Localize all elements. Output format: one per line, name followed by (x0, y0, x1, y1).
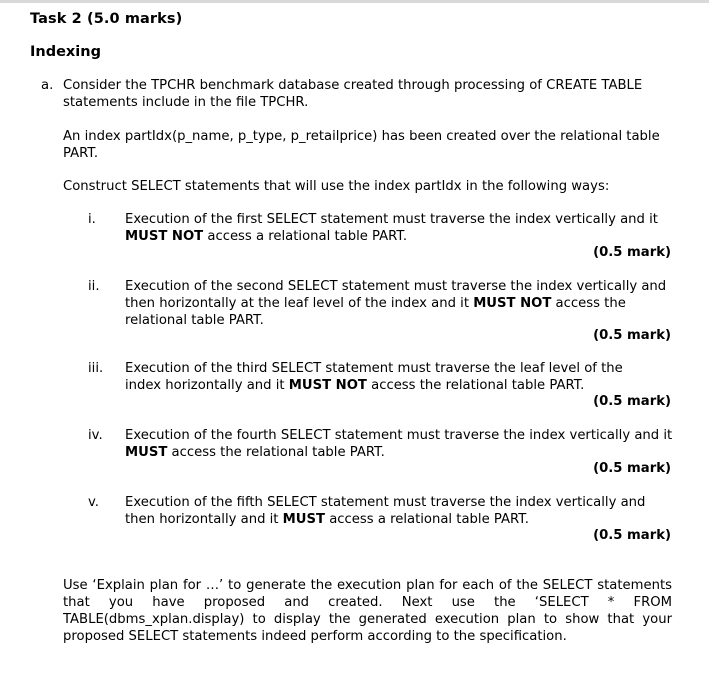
item-emphasis: MUST (125, 445, 168, 460)
item-text-before: Execution of the first SELECT statement must traverse the index vertically and it (125, 212, 658, 227)
item-mark: (0.5 mark) (593, 528, 671, 543)
item-text (125, 360, 645, 394)
index-definition (63, 128, 675, 162)
index-definition-line2: PART. (63, 146, 99, 161)
part-a-intro-line1: Consider the TPCHR benchmark database created through processing of CREATE TABLE (63, 78, 643, 93)
item-numeral: i. (88, 212, 96, 227)
item-numeral: iii. (88, 361, 104, 376)
item-text (125, 211, 673, 245)
item-mark: (0.5 mark) (593, 394, 671, 409)
index-definition-line1: An index partIdx(p_name, p_type, p_retailprice) has been created over the relational table (63, 129, 660, 144)
item-emphasis: MUST NOT (473, 296, 552, 311)
top-border (0, 0, 709, 3)
item-numeral: v. (88, 495, 99, 510)
item-mark: (0.5 mark) (593, 245, 671, 260)
item-text-after: access the relational table PART. (125, 296, 626, 328)
item-text-after: access a relational table PART. (203, 229, 408, 244)
item-text-before: Execution of the second SELECT statement must traverse the index vertically and then horizontally at the leaf level of the index and it (125, 279, 667, 311)
item-emphasis: MUST NOT (125, 229, 204, 244)
item-text (125, 427, 673, 461)
item-text (125, 494, 673, 528)
item-text (125, 278, 670, 329)
item-text-after: access the relational table PART. (167, 445, 385, 460)
section-title: Indexing (30, 44, 101, 60)
task-title: Task 2 (5.0 marks) (30, 11, 183, 27)
item-text-before: Execution of the fourth SELECT statement must traverse the index vertically and it (125, 428, 673, 443)
item-numeral: ii. (88, 279, 100, 294)
item-text-after: access a relational table PART. (325, 512, 529, 527)
item-mark: (0.5 mark) (593, 328, 671, 343)
item-emphasis: MUST NOT (288, 378, 367, 393)
item-numeral: iv. (88, 428, 103, 443)
item-mark: (0.5 mark) (593, 461, 671, 476)
part-a-intro-line2: statements include in the file TPCHR. (63, 95, 309, 110)
construct-instruction: Construct SELECT statements that will use the index partIdx in the following ways: (63, 179, 610, 194)
closing-instruction: Use ‘Explain plan for …’ to generate the execution plan for each of the SELECT statements that you have proposed and created. Next use the ‘SELECT * FROM TABLE(dbms_xplan.display) to display the generated execution plan to show that your proposed SELECT statements indeed perform according to the specification. (63, 578, 672, 644)
part-a-marker: a. (41, 78, 54, 93)
part-a-intro (63, 77, 675, 111)
item-text-before: Execution of the third SELECT statement must traverse the leaf level of the index horizontally and it (125, 361, 623, 393)
item-text-before: Execution of the fifth SELECT statement must traverse the index vertically and then horizontally and it (125, 495, 646, 527)
item-emphasis: MUST (282, 512, 325, 527)
item-text-after: access the relational table PART. (366, 378, 585, 393)
